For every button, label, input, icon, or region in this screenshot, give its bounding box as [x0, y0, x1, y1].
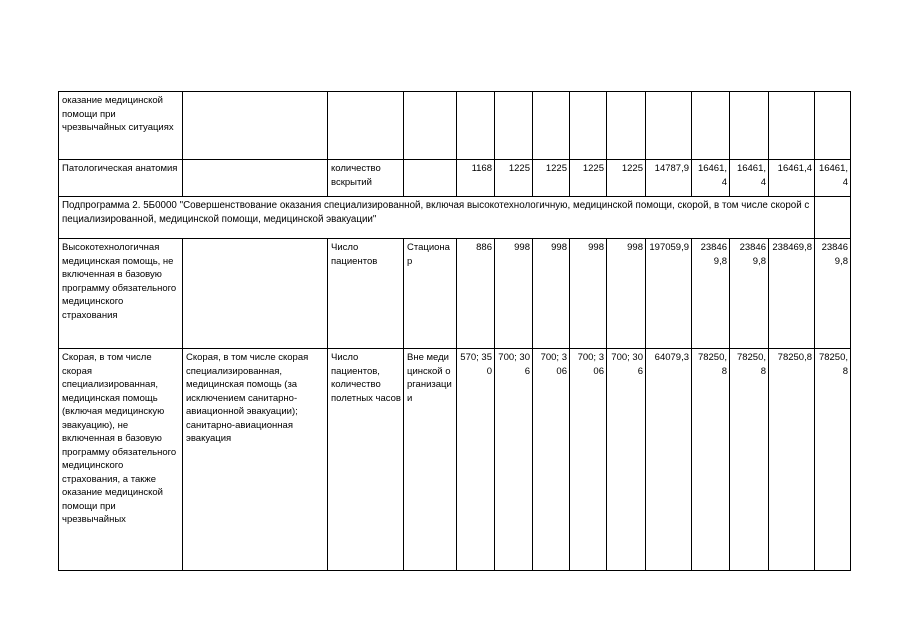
table-row [59, 160, 851, 197]
value-cell: 197059,9 [646, 239, 692, 349]
value-cell: 1225 [533, 160, 570, 197]
value-cell [692, 92, 730, 160]
row-name-cell: Патологическая анатомия [59, 160, 183, 197]
value-cell: 238469,8 [769, 239, 815, 349]
value-cell: 78250,8 [730, 349, 769, 571]
value-cell [495, 92, 533, 160]
value-cell: 1225 [607, 160, 646, 197]
subprogram-heading: Подпрограмма 2. 5Б0000 "Совершенствование оказания специализированной, включая высокотехнологичную, медицинской помощи, скорой, в том числе скорой специализированной, медицинской помощи, медицинской эвакуации" [59, 197, 815, 239]
unit-cell: Число пациентов [328, 239, 404, 349]
value-cell [730, 92, 769, 160]
unit-cell: Число пациентов, количество полетных часов [328, 349, 404, 571]
value-cell: 700; 306 [495, 349, 533, 571]
value-cell: 700; 306 [607, 349, 646, 571]
table-row [59, 92, 851, 160]
condition-cell: Стационар [404, 239, 457, 349]
value-cell: 1168 [457, 160, 495, 197]
value-cell: 16461,4 [815, 160, 851, 197]
table-row [59, 239, 851, 349]
row-name-cell [59, 349, 183, 571]
value-cell: 14787,9 [646, 160, 692, 197]
value-cell: 700; 306 [570, 349, 607, 571]
value-cell: 998 [570, 239, 607, 349]
value-cell: 238469,8 [730, 239, 769, 349]
unit-cell [328, 92, 404, 160]
value-cell [607, 92, 646, 160]
service-cell [183, 239, 328, 349]
value-cell: 238469,8 [692, 239, 730, 349]
service-cell: Скорая, в том числе скорая специализированная, медицинская помощь (за исключением санитарно-авиационной эвакуации); санитарно-авиационная эвакуация [183, 349, 328, 571]
value-cell: 78250,8 [769, 349, 815, 571]
subprogram-row [59, 197, 851, 239]
value-cell [769, 92, 815, 160]
value-cell [815, 92, 851, 160]
condition-cell [404, 92, 457, 160]
condition-cell: Вне медицинской организации [404, 349, 457, 571]
value-cell: 886 [457, 239, 495, 349]
value-cell: 16461,4 [692, 160, 730, 197]
value-cell: 700; 306 [533, 349, 570, 571]
row-name-cell: оказание медицинской помощи при чрезвычайных ситуациях [59, 92, 183, 160]
value-cell: 238469,8 [815, 239, 851, 349]
value-cell: 16461,4 [769, 160, 815, 197]
value-cell: 78250,8 [692, 349, 730, 571]
value-cell: 16461,4 [730, 160, 769, 197]
value-cell: 78250,8 [815, 349, 851, 571]
document-table [58, 91, 851, 571]
value-cell: 1225 [495, 160, 533, 197]
row-name-text: Скорая, в том числе скорая специализированная, медицинская помощь (включая медицинскую эвакуацию), не включенная в базовую программу обязательного медицинского страхования, а также оказание медицинской помощи при чрезвычайных [62, 352, 177, 525]
value-cell: 570; 350 [457, 349, 495, 571]
value-cell [646, 92, 692, 160]
unit-cell: количество вскрытий [328, 160, 404, 197]
service-cell [183, 92, 328, 160]
value-cell [533, 92, 570, 160]
value-cell: 998 [533, 239, 570, 349]
value-cell [457, 92, 495, 160]
value-cell: 998 [495, 239, 533, 349]
value-cell: 64079,3 [646, 349, 692, 571]
condition-cell [404, 160, 457, 197]
empty-cell [815, 197, 851, 239]
service-cell [183, 160, 328, 197]
value-cell [570, 92, 607, 160]
value-cell: 998 [607, 239, 646, 349]
value-cell: 1225 [570, 160, 607, 197]
row-name-cell: Высокотехнологичная медицинская помощь, не включенная в базовую программу обязательного медицинского страхования [59, 239, 183, 349]
table-row [59, 349, 851, 571]
